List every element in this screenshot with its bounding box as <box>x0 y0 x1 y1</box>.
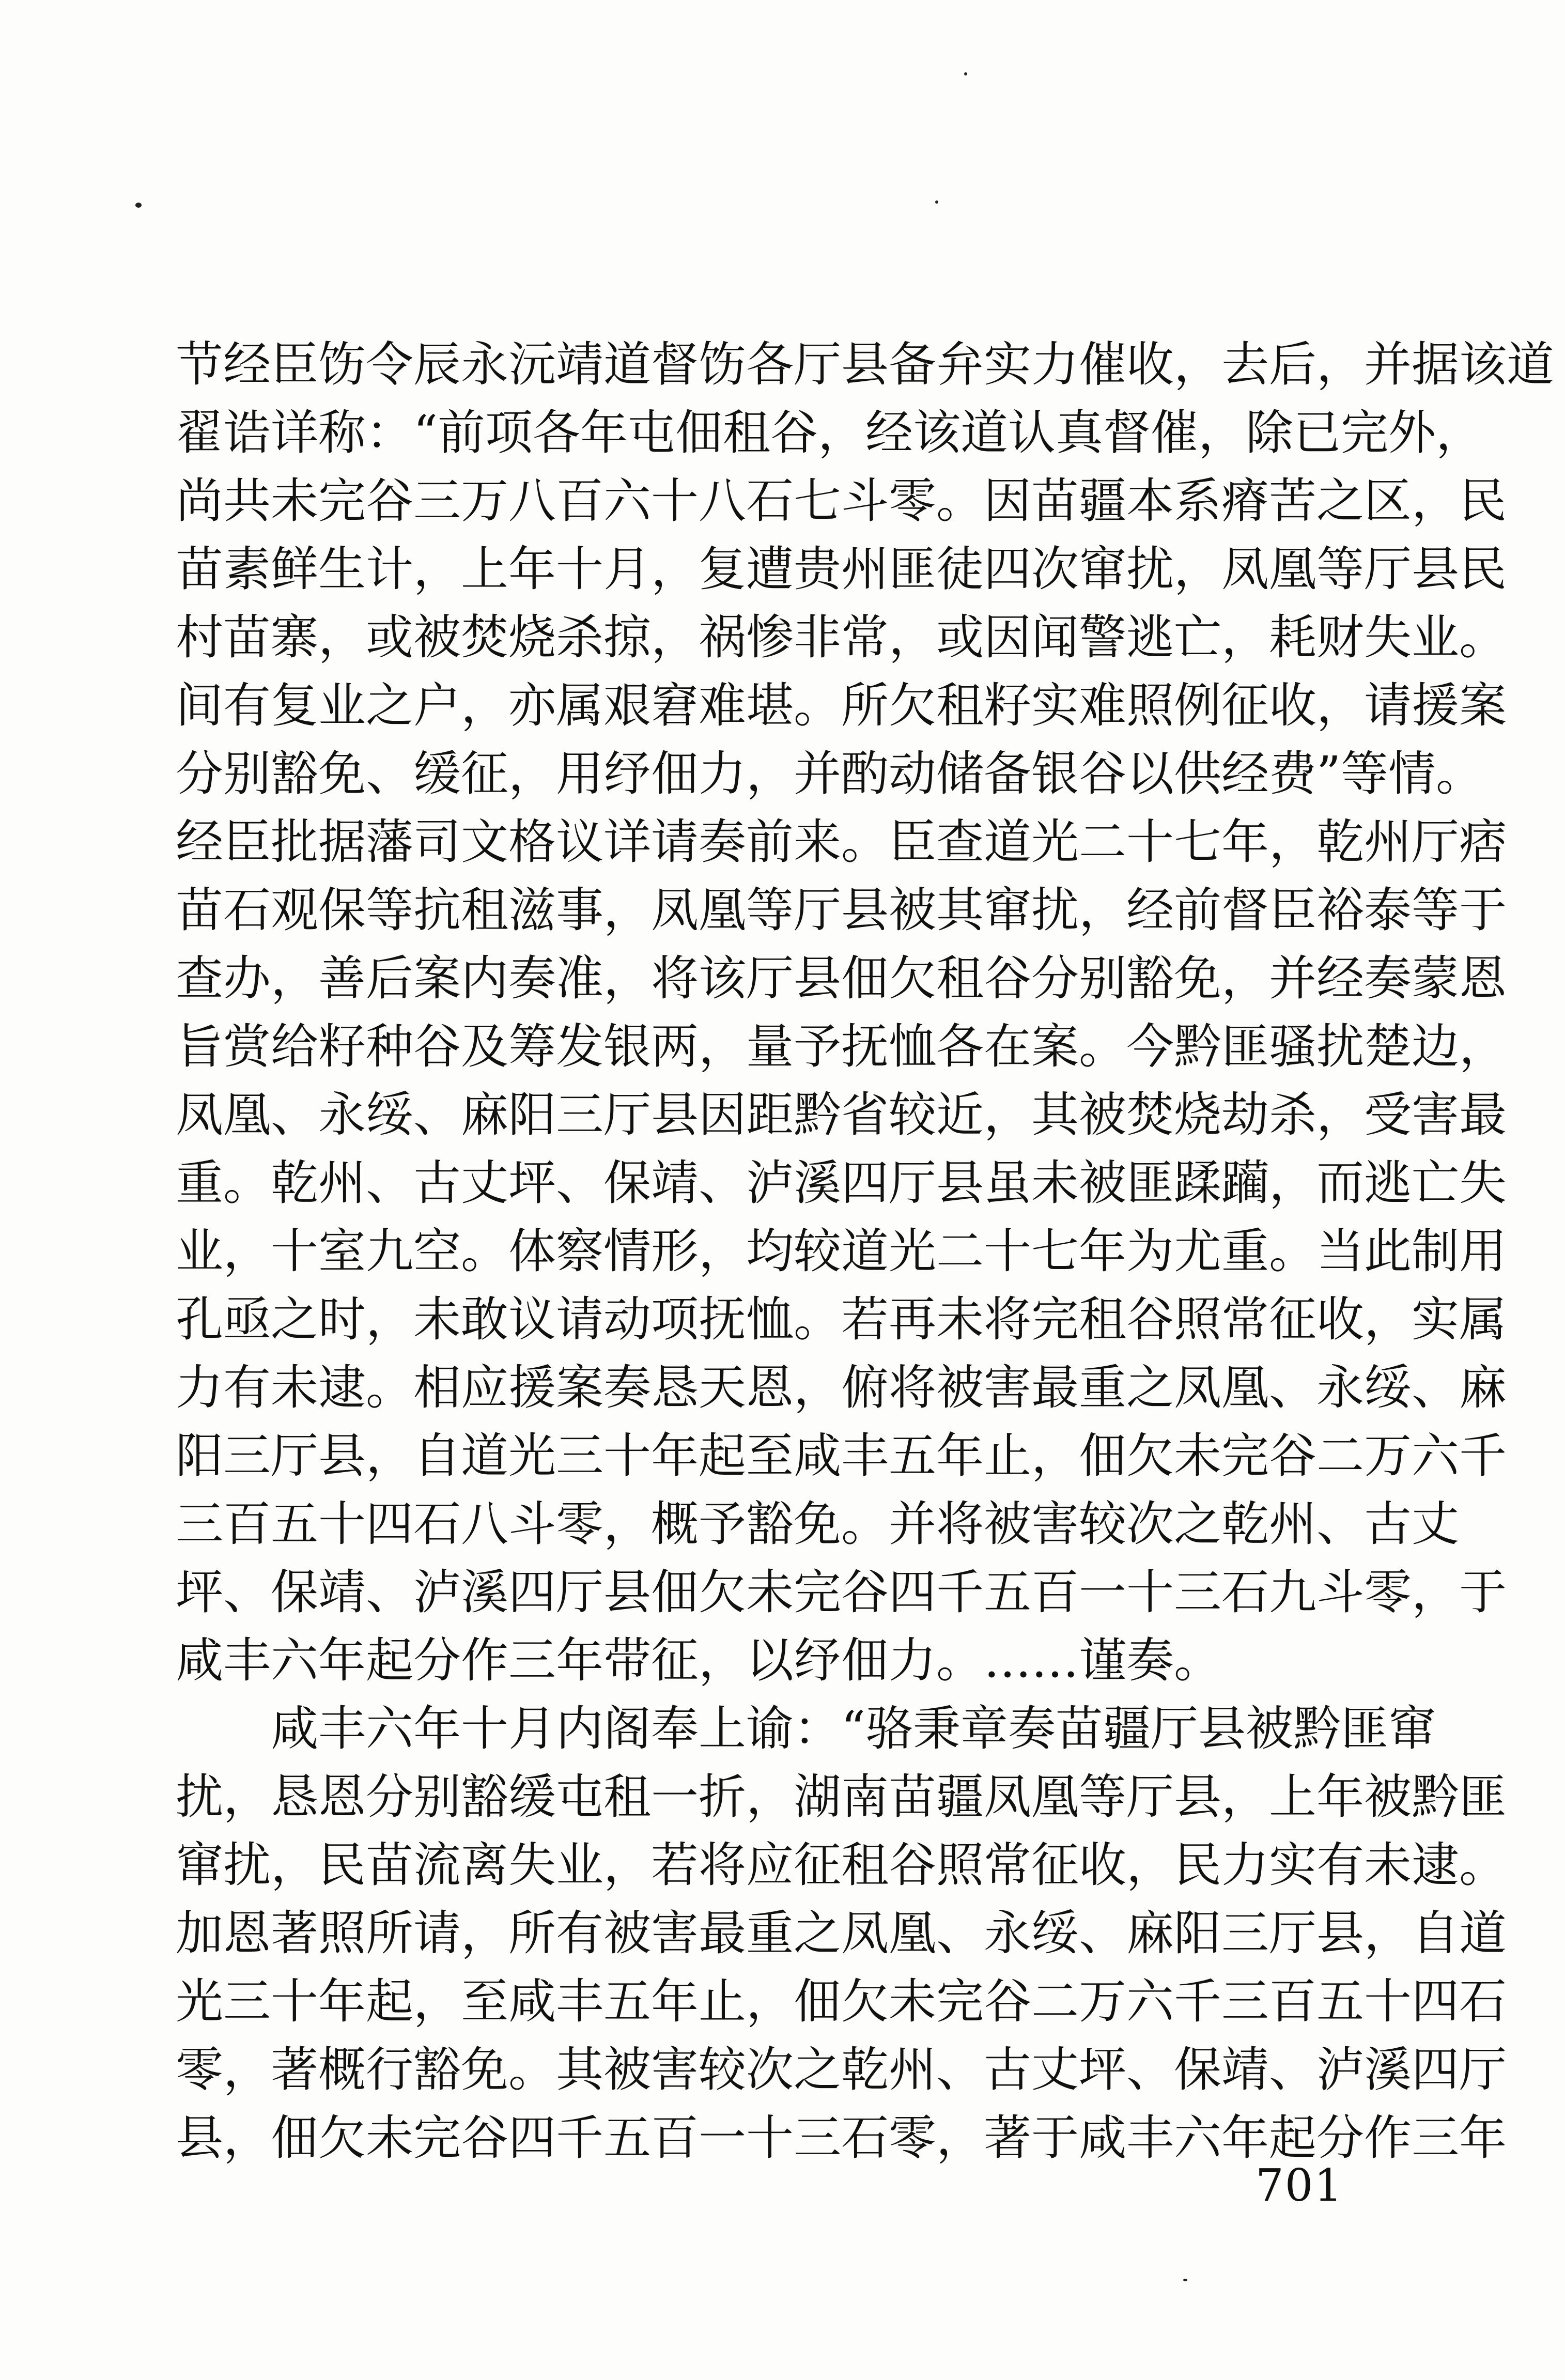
text-line: 间有复业之户，亦属艰窘难堪。所欠租籽实难照例征收，请援案 <box>176 678 1507 733</box>
text-line: 旨赏给籽种谷及筹发银两，量予抚恤各在案。今黔匪骚扰楚边， <box>176 1019 1507 1074</box>
text-line: 苗素鲜生计，上年十月，复遭贵州匪徒四次窜扰，凤凰等厅县民 <box>176 542 1507 597</box>
text-line: 县，佃欠未完谷四千五百一十三石零，著于咸丰六年起分作三年 <box>176 2110 1507 2166</box>
text-line: 扰，恳恩分别豁缓屯租一折，湖南苗疆凤凰等厅县，上年被黔匪 <box>176 1769 1507 1825</box>
text-line: 分别豁免、缓征，用纾佃力，并酌动储备银谷以供经费”等情。 <box>176 746 1484 801</box>
text-line: 查办，善后案内奏准，将该厅县佃欠租谷分别豁免，并经奏蒙恩 <box>176 951 1507 1006</box>
text-line: 重。乾州、古丈坪、保靖、泸溪四厅县虽未被匪蹂躏，而逃亡失 <box>176 1155 1507 1211</box>
scan-speck <box>935 200 938 204</box>
text-line: 力有未逮。相应援案奏恳天恩，俯将被害最重之凤凰、永绥、麻 <box>176 1360 1507 1415</box>
text-line: 窜扰，民苗流离失业，若将应征租谷照常征收，民力实有未逮。 <box>176 1837 1507 1893</box>
text-line: 节经臣饬令辰永沅靖道督饬各厅县备弁实力催收，去后，并据该道 <box>176 337 1555 392</box>
text-line: 光三十年起，至咸丰五年止，佃欠未完谷二万六千三百五十四石 <box>176 1974 1507 2029</box>
text-line: 孔亟之时，未敢议请动项抚恤。若再未将完租谷照常征收，实属 <box>176 1292 1507 1347</box>
text-line: 坪、保靖、泸溪四厅县佃欠未完谷四千五百一十三石九斗零，于 <box>176 1565 1507 1620</box>
text-line: 咸丰六年十月内阁奉上谕：“骆秉章奏苗疆厅县被黔匪窜 <box>271 1701 1436 1756</box>
scan-speck <box>135 203 142 208</box>
page-number: 701 <box>1256 2160 1344 2212</box>
text-line: 业，十室九空。体察情形，均较道光二十七年为尤重。当此制用 <box>176 1224 1507 1279</box>
text-line: 凤凰、永绥、麻阳三厅县因距黔省较近，其被焚烧劫杀，受害最 <box>176 1087 1507 1142</box>
text-line: 翟诰详称：“前项各年屯佃租谷，经该道认真督催，除已完外， <box>176 405 1484 460</box>
text-line: 三百五十四石八斗零，概予豁免。并将被害较次之乾州、古丈 <box>176 1496 1460 1552</box>
text-line: 经臣批据藩司文格议详请奏前来。臣查道光二十七年，乾州厅痞 <box>176 814 1507 870</box>
text-line: 零，著概行豁免。其被害较次之乾州、古丈坪、保靖、泸溪四厅 <box>176 2042 1507 2097</box>
text-line: 村苗寨，或被焚烧杀掠，祸惨非常，或因闻警逃亡，耗财失业。 <box>176 610 1507 665</box>
text-line: 加恩著照所请，所有被害最重之凤凰、永绥、麻阳三厅县，自道 <box>176 1906 1507 1961</box>
text-line: 咸丰六年起分作三年带征，以纾佃力。……谨奏。 <box>176 1633 1222 1688</box>
scan-speck <box>1183 2279 1187 2281</box>
body-text <box>176 331 1555 2172</box>
text-line: 阳三厅县，自道光三十年起至咸丰五年止，佃欠未完谷二万六千 <box>176 1428 1507 1483</box>
scan-speck <box>964 72 967 75</box>
text-line: 尚共未完谷三万八百六十八石七斗零。因苗疆本系瘠苦之区，民 <box>176 473 1507 529</box>
text-line: 苗石观保等抗租滋事，凤凰等厅县被其窜扰，经前督臣裕泰等于 <box>176 883 1507 938</box>
